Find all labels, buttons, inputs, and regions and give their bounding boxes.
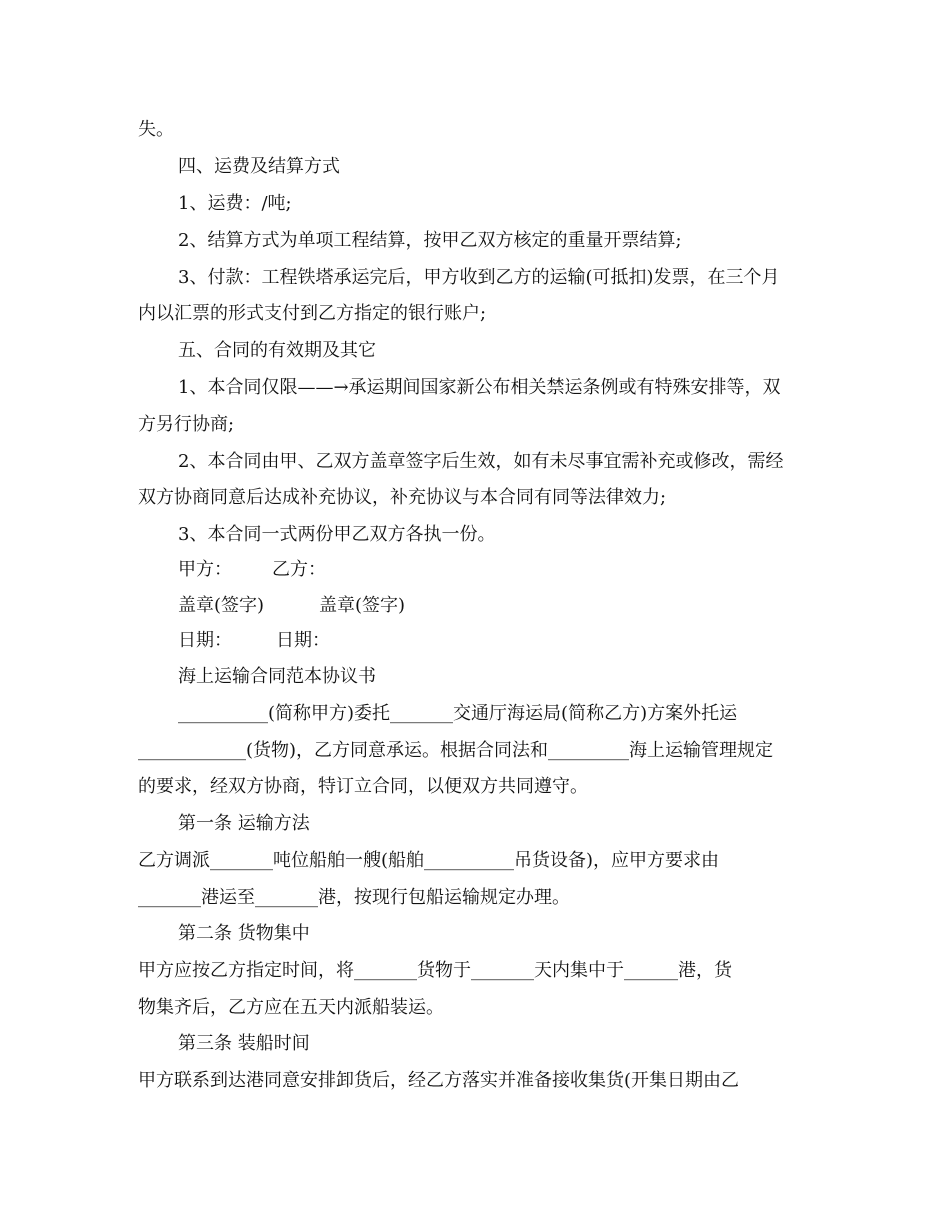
text-line: 失。 xyxy=(138,119,174,140)
text-line: 乙方调派_______吨位船舶一艘(船舶__________吊货设备)，应甲方要求由 xyxy=(138,850,720,871)
article-heading: 第二条 货物集中 xyxy=(178,923,310,944)
party-b-label: 乙方： xyxy=(272,559,326,580)
text-line: 1、本合同仅限——→承运期间国家新公布相关禁运条例或有特殊安排等，双 xyxy=(178,377,781,398)
text-line: 2、本合同由甲、乙双方盖章签字后生效，如有未尽事宜需补充或修改，需经 xyxy=(178,451,784,472)
text-line: 3、本合同一式两份甲乙双方各执一份。 xyxy=(178,524,496,545)
text-line: _______港运至_______港，按现行包船运输规定办理。 xyxy=(138,887,570,908)
text-line: 内以汇票的形式支付到乙方指定的银行账户; xyxy=(138,303,487,324)
text-line: 3、付款：工程铁塔承运完后，甲方收到乙方的运输(可抵扣)发票，在三个月 xyxy=(178,267,780,288)
text-line: 物集齐后，乙方应在五天内派船装运。 xyxy=(138,997,444,1018)
seal-a-label: 盖章(签字) xyxy=(178,595,265,616)
text-line: 双方协商同意后达成补充协议，补充协议与本合同有同等法律效力; xyxy=(138,487,667,508)
text-line: 的要求，经双方协商，特订立合同，以便双方共同遵守。 xyxy=(138,776,588,797)
date-b-label: 日期： xyxy=(276,630,330,651)
article-heading: 第三条 装船时间 xyxy=(178,1033,310,1054)
text-line: 方另行协商; xyxy=(138,414,235,435)
document-title: 海上运输合同范本协议书 xyxy=(178,666,376,687)
text-line: ____________(货物)，乙方同意承运。根据合同法和_________海上运输管理规定 xyxy=(138,740,774,761)
text-line: 1、运费：/吨; xyxy=(178,193,292,214)
text-line: 甲方联系到达港同意安排卸货后，经乙方落实并准备接收集货(开集日期由乙 xyxy=(138,1070,740,1091)
text-line: 2、结算方式为单项工程结算，按甲乙双方核定的重量开票结算; xyxy=(178,230,682,251)
text-line: __________(简称甲方)委托_______交通厅海运局(简称乙方)方案外托运 xyxy=(178,703,738,724)
seal-b-label: 盖章(签字) xyxy=(319,595,406,616)
party-a-label: 甲方： xyxy=(178,559,232,580)
date-a-label: 日期： xyxy=(178,630,232,651)
text-line: 甲方应按乙方指定时间，将_______货物于_______天内集中于______港，货 xyxy=(138,960,732,981)
section-heading: 四、运费及结算方式 xyxy=(178,156,340,177)
article-heading: 第一条 运输方法 xyxy=(178,813,310,834)
section-heading: 五、合同的有效期及其它 xyxy=(178,340,376,361)
